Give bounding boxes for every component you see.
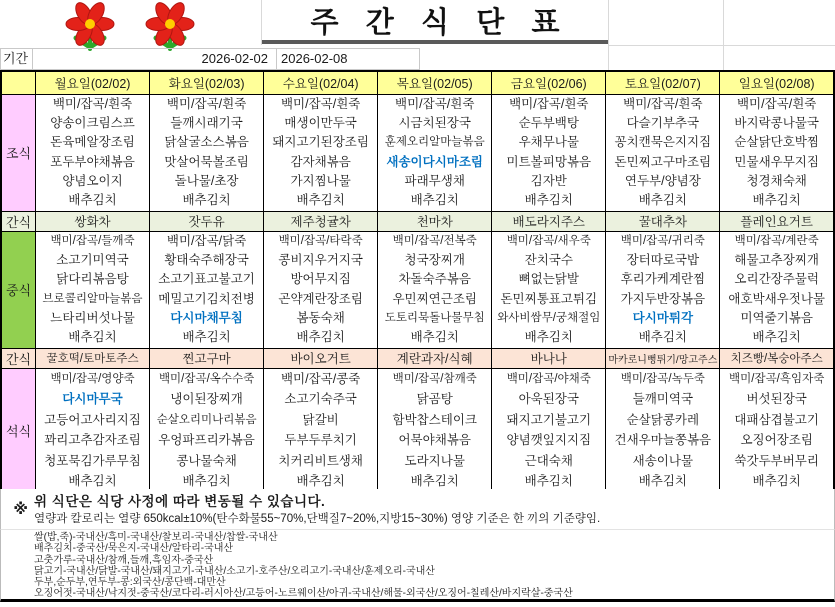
row-label-breakfast: 조식 <box>1 94 36 211</box>
meal-item: 새송이다시마조림 <box>386 154 484 169</box>
meal-item: 다시마무국 <box>62 392 123 407</box>
meal-item: 배추김치 <box>410 192 459 207</box>
meal-item: 오리간장주물럭 <box>734 272 819 287</box>
row-dinner <box>1 368 834 493</box>
day-header: 월요일(02/02) <box>36 71 150 94</box>
meal-item: 백미/잡곡/흑임자죽 <box>729 372 825 385</box>
meal-item: 메밀고기김치전병 <box>158 291 255 306</box>
meal-item: 배추김치 <box>296 329 345 344</box>
snack-item: 배도라지주스 <box>512 215 585 229</box>
row-label-lunch: 중식 <box>1 231 36 348</box>
meal-item: 새송이나물 <box>632 453 694 468</box>
lunch-cell <box>36 231 150 348</box>
meal-item: 배추김치 <box>410 329 459 344</box>
snack2-cell <box>150 348 264 368</box>
meal-item: 파래무생채 <box>404 173 465 188</box>
meal-item: 근대숙채 <box>524 453 573 468</box>
meal-item: 양념깻잎지지짐 <box>506 433 592 448</box>
period-start-date: 2026-02-02 <box>33 48 277 70</box>
note-nutrition-standard: 열량과 칼로리는 열량 650kcal±10%(탄수화물55~70%,단백질7~20%,지방15~30%) 영양 기준은 한 끼의 기준량임. <box>34 512 601 525</box>
meal-item: 치커리비트생채 <box>278 453 363 468</box>
table-header-row <box>1 71 834 94</box>
meal-item: 두부두루치기 <box>284 433 357 448</box>
snack-item: 찐고구마 <box>182 352 231 366</box>
meal-item: 백미/잡곡/녹두죽 <box>620 372 705 385</box>
lunch-cell <box>492 231 606 348</box>
dinner-cell <box>720 368 834 493</box>
meal-item: 오징어장조림 <box>740 433 813 448</box>
gridline <box>723 0 724 70</box>
day-header: 화요일(02/03) <box>150 71 264 94</box>
meal-item: 배추김치 <box>296 474 345 489</box>
meal-item: 닭갈비 <box>302 412 339 427</box>
period-end-date: 2026-02-08 <box>277 48 420 70</box>
row-lunch <box>1 231 834 348</box>
row-label-snack2: 간식 <box>1 348 36 368</box>
snack-item: 마카로니뻥튀기/망고주스 <box>608 354 718 366</box>
row-label-dinner: 석식 <box>1 368 36 493</box>
meal-item: 다시마채무침 <box>170 310 243 325</box>
meal-item: 차돌숙주볶음 <box>398 272 471 287</box>
meal-item: 백미/잡곡/닭죽 <box>166 233 247 248</box>
meal-item: 소고기미역국 <box>56 253 129 268</box>
breakfast-cell <box>378 94 492 211</box>
lunch-cell <box>378 231 492 348</box>
origin-line: 닭고기-국내산/닭발-국내산/돼지고기-국내산/소고기-호주산/오리고기-국내산/훈제오리-국내산 <box>34 565 435 577</box>
meal-item: 배추김치 <box>68 192 117 207</box>
meal-item: 잔치국수 <box>524 253 573 268</box>
meal-item: 민물새우무지짐 <box>734 154 819 169</box>
meal-item: 브로콜리알마늘볶음 <box>42 292 143 305</box>
meal-item: 도라지나물 <box>404 453 465 468</box>
meal-item: 들깨미역국 <box>632 392 694 407</box>
meal-item: 순살오리미나리볶음 <box>156 413 257 426</box>
meal-item: 양송이크림스프 <box>50 116 135 131</box>
snack-item: 치즈빵/복숭아주스 <box>730 353 823 365</box>
meal-item: 대패삼겹불고기 <box>734 412 819 427</box>
meal-item: 백미/잡곡/흰죽 <box>280 96 361 111</box>
meal-item: 미트볼피망볶음 <box>506 154 592 169</box>
day-header: 수요일(02/04) <box>264 71 378 94</box>
meal-item: 배추김치 <box>410 474 459 489</box>
meal-item: 가지찜나물 <box>290 173 351 188</box>
breakfast-cell <box>150 94 264 211</box>
snack1-cell <box>150 211 264 231</box>
dinner-cell <box>150 368 264 493</box>
snack2-cell <box>36 348 150 368</box>
meal-item: 배추김치 <box>296 192 345 207</box>
snack-item: 계란과자/식혜 <box>396 352 473 366</box>
meal-item: 돈민찌고구마조림 <box>614 154 712 169</box>
origin-line: 두부,순두부,연두부-콩:외국산/콩단백-대만산 <box>34 577 226 589</box>
meal-item: 백미/잡곡/흰죽 <box>52 96 133 111</box>
snack-item: 제주청귤차 <box>290 215 351 229</box>
meal-item: 와사비쌈무/궁채절임 <box>497 311 601 324</box>
meal-item: 소고기표고불고기 <box>158 272 255 287</box>
meal-item: 배추김치 <box>182 474 231 489</box>
breakfast-cell <box>606 94 720 211</box>
meal-item: 백미/잡곡/참깨죽 <box>392 372 477 385</box>
meal-item: 장터따로국밥 <box>626 253 700 268</box>
row-snack1 <box>1 211 834 231</box>
gridline <box>608 45 835 46</box>
breakfast-cell <box>264 94 378 211</box>
snack1-cell <box>492 211 606 231</box>
meal-item: 백미/잡곡/전복죽 <box>392 234 477 247</box>
meal-item: 백미/잡곡/귀리죽 <box>620 234 705 247</box>
snack1-cell <box>606 211 720 231</box>
meal-item: 우채무나물 <box>518 135 579 150</box>
row-breakfast <box>1 94 834 211</box>
page-title-text: 주 간 식 단 표 <box>310 6 570 39</box>
meal-item: 배추김치 <box>524 192 573 207</box>
origin-info-section <box>0 529 835 602</box>
meal-item: 포두부야채볶음 <box>50 154 135 169</box>
meal-item: 닭살굴소스볶음 <box>164 135 249 150</box>
meal-item: 백미/잡곡/옥수수죽 <box>158 372 255 385</box>
day-header: 목요일(02/05) <box>378 71 492 94</box>
meal-item: 백미/잡곡/계란죽 <box>734 234 819 247</box>
meal-item: 다슬기부추국 <box>626 116 700 131</box>
meal-item: 쑥갓두부버무리 <box>734 453 819 468</box>
day-header: 일요일(02/08) <box>720 71 834 94</box>
meal-item: 백미/잡곡/야채죽 <box>506 372 591 385</box>
dinner-cell <box>606 368 720 493</box>
snack-item: 꿀대추차 <box>638 215 687 229</box>
meal-item: 황태숙주해장국 <box>164 253 249 268</box>
snack1-cell <box>720 211 834 231</box>
meal-item: 건새우마늘쫑볶음 <box>614 433 712 448</box>
meal-item: 꽁치캔묵은지지짐 <box>614 135 712 150</box>
meal-item: 방어무지짐 <box>290 272 351 287</box>
meal-item: 봄동숙채 <box>296 310 345 325</box>
dinner-cell <box>264 368 378 493</box>
notes-text <box>34 492 600 527</box>
snack-item: 플레인요거트 <box>740 215 813 229</box>
meal-item: 시금치된장국 <box>398 116 471 131</box>
meal-item: 돼지고기불고기 <box>506 412 592 427</box>
meal-item: 배추김치 <box>638 329 687 344</box>
meal-item: 해물고추장찌개 <box>734 253 819 268</box>
snack-item: 꿀호떡/토마토주스 <box>46 353 139 365</box>
meal-item: 배추김치 <box>68 474 117 489</box>
meal-item: 느타리버섯나물 <box>50 310 135 325</box>
dinner-cell <box>492 368 606 493</box>
snack2-cell <box>720 348 834 368</box>
lunch-cell <box>264 231 378 348</box>
meal-item: 돌나물/초장 <box>174 173 239 188</box>
snack1-cell <box>378 211 492 231</box>
meal-item: 꽈리고추감자조림 <box>44 433 141 448</box>
meal-item: 순살닭콩카레 <box>626 412 700 427</box>
meal-item: 백미/잡곡/새우죽 <box>506 234 591 247</box>
meal-item: 닭곰탕 <box>416 392 453 407</box>
snack2-cell <box>492 348 606 368</box>
meal-item: 훈제오리알마늘볶음 <box>384 136 485 149</box>
meal-item: 애호박새우젓나물 <box>728 291 825 306</box>
meal-item: 청포묵김가루무침 <box>44 453 141 468</box>
meal-item: 뼈없는닭발 <box>518 272 579 287</box>
snack-item: 쌍화차 <box>74 215 111 229</box>
meal-item: 돈민찌통표고튀김 <box>500 291 598 306</box>
lunch-cell <box>720 231 834 348</box>
meal-item: 다시마튀각 <box>632 310 694 325</box>
meal-item: 배추김치 <box>752 474 801 489</box>
period-row <box>0 48 420 70</box>
meal-item: 들깨시래기국 <box>170 116 243 131</box>
meal-item: 백미/잡곡/콩죽 <box>280 371 361 386</box>
meal-item: 함박찹스테이크 <box>392 412 477 427</box>
table-corner-cell <box>1 71 36 94</box>
meal-item: 배추김치 <box>182 329 231 344</box>
day-header: 토요일(02/07) <box>606 71 720 94</box>
meal-item: 고등어고사리지짐 <box>44 412 141 427</box>
meal-item: 순두부백탕 <box>518 116 579 131</box>
snack-item: 바이오거트 <box>290 352 351 366</box>
dinner-cell <box>36 368 150 493</box>
gridline <box>608 0 609 70</box>
day-header: 금요일(02/06) <box>492 71 606 94</box>
snack1-cell <box>264 211 378 231</box>
meal-item: 미역줄기볶음 <box>740 310 813 325</box>
meal-item: 백미/잡곡/흰죽 <box>736 96 817 111</box>
meal-item: 배추김치 <box>68 329 117 344</box>
lunch-cell <box>606 231 720 348</box>
meal-item: 백미/잡곡/흰죽 <box>166 96 247 111</box>
origin-line: 쌀(밥,죽)-국내산/흑미-국내산/찰보리-국내산/찹쌀-국내산 <box>34 532 278 543</box>
meal-item: 소고기숙주국 <box>284 392 357 407</box>
meal-item: 배추김치 <box>752 329 801 344</box>
meal-item: 아욱된장국 <box>518 392 579 407</box>
meal-item: 우민찌연근조림 <box>392 291 477 306</box>
meal-item: 닭다리볶음탕 <box>56 272 129 287</box>
meal-item: 어묵야채볶음 <box>398 433 471 448</box>
meal-item: 청국장찌개 <box>404 253 465 268</box>
meal-item: 냉이된장찌개 <box>170 392 243 407</box>
meal-item: 돼지고기된장조림 <box>272 135 369 150</box>
snack-item: 잣두유 <box>188 215 225 229</box>
period-label: 기간 <box>0 48 33 70</box>
meal-item: 청경채숙채 <box>746 173 807 188</box>
meal-item: 백미/잡곡/들깨죽 <box>50 234 135 247</box>
meal-item: 맛살어묵볼조림 <box>164 154 249 169</box>
page-title <box>262 0 608 44</box>
breakfast-cell <box>720 94 834 211</box>
note-change-disclaimer: 위 식단은 식당 사정에 따라 변동될 수 있습니다. <box>34 493 326 509</box>
meal-item: 배추김치 <box>182 192 231 207</box>
meal-item: 백미/잡곡/흰죽 <box>395 96 475 111</box>
meal-item: 백미/잡곡/흰죽 <box>623 96 703 111</box>
meal-item: 매생이만두국 <box>284 116 357 131</box>
lunch-cell <box>150 231 264 348</box>
meal-item: 곤약계란장조림 <box>278 291 363 306</box>
meal-item: 우엉파프리카볶음 <box>158 433 255 448</box>
origin-line: 고춧가루-국내산/참깨,들깨,흑임자-중국산 <box>34 554 214 566</box>
meal-item: 돈육메알장조림 <box>50 135 135 150</box>
origin-line: 배추김치-중국산/묵은지-국내산/알타리-국내산 <box>34 543 234 555</box>
meal-item: 콩나물숙채 <box>176 453 237 468</box>
breakfast-cell <box>492 94 606 211</box>
snack2-cell <box>264 348 378 368</box>
dinner-cell <box>378 368 492 493</box>
row-label-snack1: 간식 <box>1 211 36 231</box>
meal-item: 후리가케계란찜 <box>620 272 706 287</box>
weekly-menu-table <box>0 70 835 494</box>
meal-item: 배추김치 <box>638 474 687 489</box>
snack1-cell <box>36 211 150 231</box>
meal-item: 김자반 <box>530 173 567 188</box>
meal-item: 배추김치 <box>524 329 573 344</box>
row-snack2 <box>1 348 834 368</box>
snack-item: 천마차 <box>416 215 453 229</box>
breakfast-cell <box>36 94 150 211</box>
meal-item: 연두부/양념장 <box>624 173 701 188</box>
meal-item: 콩비지우거지국 <box>278 253 363 268</box>
meal-item: 가지두반장볶음 <box>620 291 706 306</box>
meal-item: 순살닭단호박찜 <box>734 135 819 150</box>
notes-mark: ※ <box>13 501 28 518</box>
meal-item: 양념오이지 <box>62 173 123 188</box>
snack-item: 바나나 <box>530 352 567 366</box>
meal-item: 배추김치 <box>524 474 573 489</box>
meal-item: 백미/잡곡/타락죽 <box>278 234 363 247</box>
snack2-cell <box>606 348 720 368</box>
notes-section <box>0 489 835 529</box>
meal-item: 백미/잡곡/영양죽 <box>50 372 135 385</box>
meal-item: 백미/잡곡/흰죽 <box>509 96 589 111</box>
meal-item: 배추김치 <box>752 192 801 207</box>
meal-item: 버섯된장국 <box>746 392 807 407</box>
meal-item: 도토리묵돌나물무침 <box>384 311 485 324</box>
meal-item: 바지락콩나물국 <box>734 116 819 131</box>
meal-item: 배추김치 <box>638 192 687 207</box>
snack2-cell <box>378 348 492 368</box>
meal-item: 감자채볶음 <box>290 154 351 169</box>
origin-line: 오징어젓-국내산/낙지젓-중국산/코다리-러시아산/고등어-노르웨이산/아귀-국내산/해물-외국산/오징어-칠레산/바지락살-중국산 <box>34 588 573 600</box>
